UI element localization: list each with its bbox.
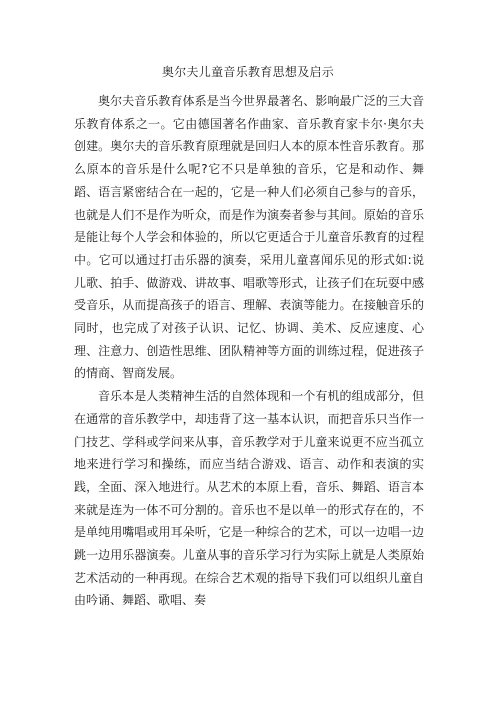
paragraph-1: 奥尔夫音乐教育体系是当今世界最著名、影响最广泛的三大音乐教育体系之一。它由德国著名作曲家、音乐教育家卡尔·奥尔夫创建。奥尔夫的音乐教育原理就是回归人本的原本性音乐教育。那么原本的音乐是什么呢?它不只是单独的音乐，它是和动作、舞蹈、语言紧密结合在一起的，它是一种人们必须自己参与的音乐，也就是人们不是作为听众，而是作为演奏者参与其间。原始的音乐是能让每个人学会和体验的，所以它更适合于儿童音乐教育的过程中。它可以通过打击乐器的演奏，采用儿童喜闻乐见的形式如:说儿歌、拍手、做游戏、讲故事、唱歌等形式，让孩子们在玩耍中感受音乐，从而提高孩子的语言、理解、表演等能力。在接触音乐的同时，也完成了对孩子认识、记忆、协调、美术、反应速度、心理、注意力、创造性思维、团队精神等方面的训练过程，促进孩子的情商、智商发展。 [74, 94, 424, 381]
document-body [74, 90, 424, 612]
paragraph-2: 音乐本是人类精神生活的自然体现和一个有机的组成部分，但在通常的音乐教学中，却违背了这一基本认识，而把音乐只当作一门技艺、学科或学问来从事，音乐教学对于儿童来说更不应当孤立地来进行学习和操练，而应当结合游戏、语言、动作和表演的实践，全面、深入地进行。从艺术的本原上看，音乐、舞蹈、语言本来就是连为一体不可分割的。音乐也不是以单一的形式存在的，不是单纯用嘴唱或用耳朵听，它是一种综合的艺术，可以一边唱一边跳一边用乐器演奏。儿童从事的音乐学习行为实际上就是人类原始艺术活动的一种再现。在综合艺术观的指导下我们可以组织儿童自由吟诵、舞蹈、歌唱、奏 [74, 389, 424, 608]
document-title: 奥尔夫儿童音乐教育思想及启示 [161, 65, 335, 79]
